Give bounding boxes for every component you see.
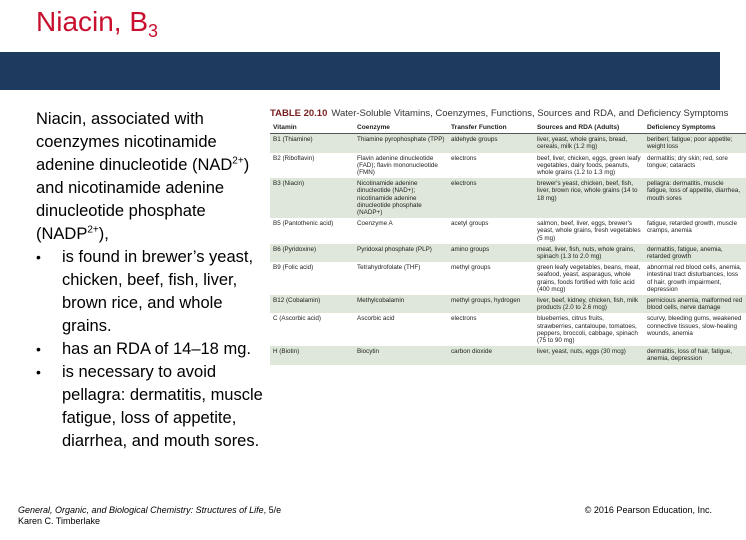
table-cell: blueberries, citrus fruits, strawberries, cantaloupe, tomatoes, peppers, broccoli, cabbage, spinach (75 to 90 mg): [534, 313, 644, 346]
table-cell: scurvy, bleeding gums, weakened connective tissues, slow-healing wounds, anemia: [644, 313, 746, 346]
table-title: TABLE 20.10 Water-Soluble Vitamins, Coenzymes, Functions, Sources and RDA, and Deficiency Symptoms: [270, 108, 729, 119]
table-cell: Coenzyme A: [354, 218, 448, 244]
table-row: [270, 218, 746, 244]
table-cell: B5 (Pantothenic acid): [270, 218, 354, 244]
table-cell: aldehyde groups: [448, 134, 534, 153]
table-cell: Thiamine pyrophosphate (TPP): [354, 134, 448, 153]
bullet-list: [36, 246, 272, 453]
table-row: [270, 313, 746, 346]
table-row: [270, 178, 746, 218]
table-cell: C (Ascorbic acid): [270, 313, 354, 346]
table-cell: methyl groups, hydrogen: [448, 295, 534, 313]
table-row: [270, 134, 746, 153]
table-cell: pernicious anemia, malformed red blood cells, nerve damage: [644, 295, 746, 313]
table-cell: pellagra: dermatitis, muscle fatigue, loss of appetite, diarrhea, mouth sores: [644, 178, 746, 218]
table-cell: Nicotinamide adenine dinucleotide (NAD+); nicotinamide adenine dinucleotide phosphate (NADP+): [354, 178, 448, 218]
table-cell: B2 (Riboflavin): [270, 153, 354, 179]
table-cell: methyl groups: [448, 262, 534, 295]
table-cell: electrons: [448, 153, 534, 179]
table-cell: liver, yeast, nuts, eggs (30 mcg): [534, 346, 644, 364]
table-row: [270, 346, 746, 364]
table-cell: B6 (Pyridoxine): [270, 244, 354, 262]
table-cell: dermatitis; dry skin; red, sore tongue; cataracts: [644, 153, 746, 179]
table-cell: Pyridoxal phosphate (PLP): [354, 244, 448, 262]
table-cell: beef, liver, chicken, eggs, green leafy vegetables, dairy foods, peanuts, whole grains (1.2 to 1.3 mg): [534, 153, 644, 179]
table-cell: B3 (Niacin): [270, 178, 354, 218]
table-cell: liver, beef, kidney, chicken, fish, milk products (2.0 to 2.6 mcg): [534, 295, 644, 313]
table-cell: H (Biotin): [270, 346, 354, 364]
table-cell: carbon dioxide: [448, 346, 534, 364]
bullet-item: • is necessary to avoid pellagra: dermatitis, muscle fatigue, loss of appetite, diarrhea, and mouth sores.: [36, 361, 272, 453]
table-row: [270, 244, 746, 262]
bullet-item: • is found in brewer’s yeast, chicken, beef, fish, liver, brown rice, and whole grains.: [36, 246, 272, 338]
table-cell: Ascorbic acid: [354, 313, 448, 346]
table-cell: Tetrahydrofolate (THF): [354, 262, 448, 295]
header-bar: [0, 52, 720, 90]
table-row: [270, 295, 746, 313]
table-cell: Methylcobalamin: [354, 295, 448, 313]
footer-citation: General, Organic, and Biological Chemistry: Structures of Life, 5/e Karen C. Timberlake: [18, 505, 282, 526]
vitamin-table: [270, 108, 743, 365]
table-header: Coenzyme: [354, 122, 448, 134]
table-cell: dermatitis, loss of hair, fatigue, anemia, depression: [644, 346, 746, 364]
table-header: Vitamin: [270, 122, 354, 134]
footer-copyright: © 2016 Pearson Education, Inc.: [584, 505, 712, 515]
table-cell: brewer's yeast, chicken, beef, fish, liver, brown rice, whole grains (14 to 18 mg): [534, 178, 644, 218]
table-cell: acetyl groups: [448, 218, 534, 244]
bullet-item: • has an RDA of 14–18 mg.: [36, 338, 272, 361]
table-cell: meat, liver, fish, nuts, whole grains, spinach (1.3 to 2.0 mg): [534, 244, 644, 262]
table-cell: electrons: [448, 178, 534, 218]
table-cell: dermatitis, fatigue, anemia, retarded growth: [644, 244, 746, 262]
table-cell: electrons: [448, 313, 534, 346]
table-header: Sources and RDA (Adults): [534, 122, 644, 134]
table-cell: B1 (Thiamine): [270, 134, 354, 153]
table-cell: green leafy vegetables, beans, meat, seafood, yeast, asparagus, whole grains, foods fortified with folic acid (400 mcg): [534, 262, 644, 295]
table-cell: salmon, beef, liver, eggs, brewer's yeast, whole grains, fresh vegetables (5 mg): [534, 218, 644, 244]
intro-text: Niacin, associated with coenzymes nicotinamide adenine dinucleotide $(NAD^{2+})$ and nicotinamide adenine dinucleotide phosphate $(NADP^{2+})$,: [36, 110, 250, 243]
table-header: Deficiency Symptoms: [644, 122, 746, 134]
table-header: Transfer Function: [448, 122, 534, 134]
table-cell: liver, yeast, whole grains, bread, cereals, milk (1.2 mg): [534, 134, 644, 153]
table-cell: amino groups: [448, 244, 534, 262]
slide-body: [36, 108, 272, 453]
table-cell: B9 (Folic acid): [270, 262, 354, 295]
table-cell: abnormal red blood cells, anemia, intestinal tract disturbances, loss of hair, growth impairment, depression: [644, 262, 746, 295]
table-row: [270, 153, 746, 179]
table-row: [270, 262, 746, 295]
table-cell: fatigue, retarded growth, muscle cramps, anemia: [644, 218, 746, 244]
slide-title: Niacin, $B_3$: [36, 6, 159, 41]
table-cell: Biocytin: [354, 346, 448, 364]
table-cell: beriberi; fatigue; poor appetite; weight loss: [644, 134, 746, 153]
table-cell: Flavin adenine dinucleotide (FAD); flavin mononucleotide (FMN): [354, 153, 448, 179]
table-cell: B12 (Cobalamin): [270, 295, 354, 313]
